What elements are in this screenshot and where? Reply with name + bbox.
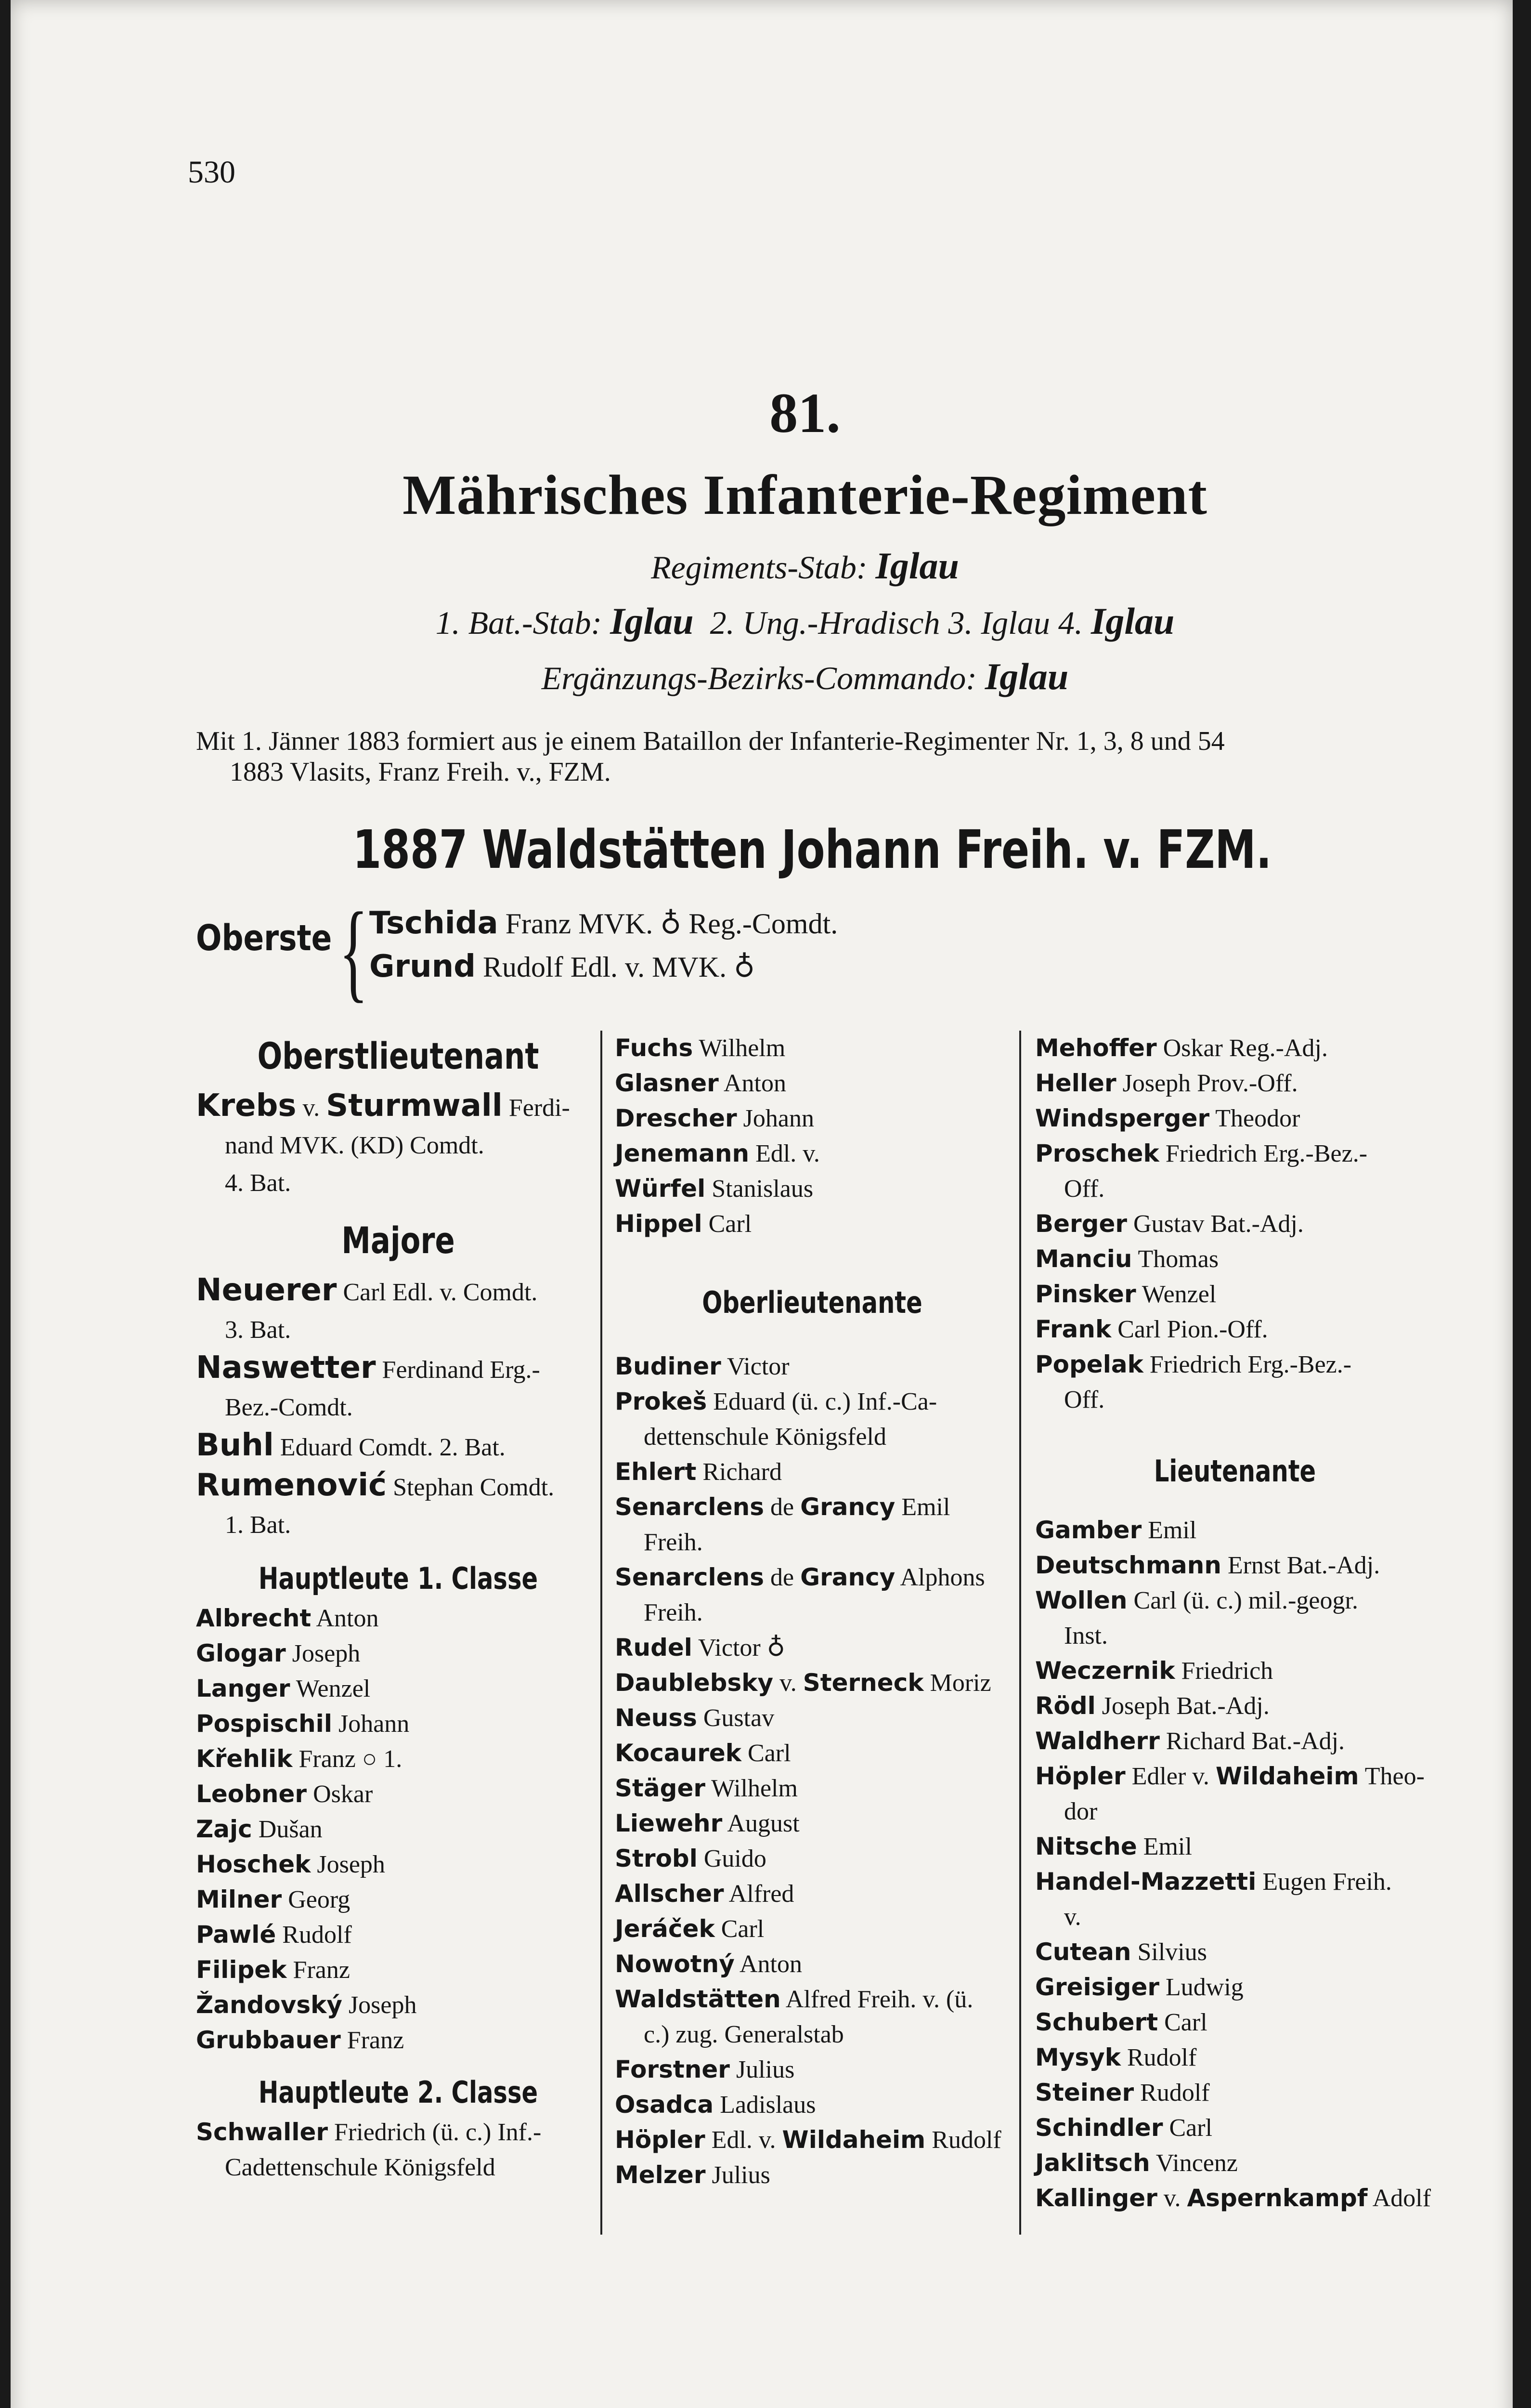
officer-details: Wenzel: [296, 1675, 371, 1702]
officer-details: Joseph Prov.-Off.: [1122, 1070, 1298, 1097]
officer-list: [1035, 1935, 1435, 2181]
officer-surname: Manciu: [1035, 1245, 1132, 1273]
officer-details: Johann: [743, 1105, 814, 1132]
officer-details: Oskar Reg.-Adj.: [1163, 1034, 1328, 1062]
entry-hoepler: Höpler Edler v. Wildaheim Theo- dor: [1035, 1762, 1425, 1825]
list-item: [1035, 1031, 1435, 1066]
officer-surname: Zajc: [196, 1815, 252, 1843]
officer-details: Ernst Bat.-Adj.: [1227, 1552, 1380, 1579]
officer-surname: Steiner: [1035, 2079, 1134, 2107]
officer-details: Gustav Bat.-Adj.: [1133, 1210, 1304, 1238]
officer-details: Joseph: [292, 1640, 361, 1667]
list-item: [1035, 2110, 1435, 2146]
list-item: [1035, 1548, 1435, 1583]
officer-surname: Mehoffer: [1035, 1034, 1157, 1062]
officer-list: [615, 2052, 1010, 2122]
list-item: [1035, 1970, 1435, 2005]
officer-details: Carl: [748, 1740, 791, 1767]
entry-proschek: Proschek Friedrich Erg.-Bez.- Off.: [1035, 1139, 1368, 1203]
list-item: [196, 1812, 600, 1847]
list-item: [615, 1066, 1010, 1101]
column-3: [1035, 1031, 1435, 2216]
officer-details: Carl: [1169, 2114, 1213, 2142]
page-number: 530: [188, 155, 235, 190]
officer-list: [615, 1031, 1010, 1242]
list-item: [196, 1917, 600, 1952]
officer-details: Gustav: [703, 1704, 775, 1732]
list-item: [615, 1736, 1010, 1771]
officer-details: Wilhelm: [699, 1034, 786, 1062]
list-item: [1035, 1935, 1435, 1970]
officer-details: August: [727, 1810, 800, 1837]
officer-details: Guido: [703, 1845, 766, 1872]
officer-details: Anton: [739, 1950, 802, 1978]
officer-surname: Hippel: [615, 1210, 702, 1238]
officer-details: Vincenz: [1155, 2149, 1238, 2177]
officer-surname: Albrecht: [196, 1604, 311, 1632]
officer-surname: Pospischil: [196, 1710, 332, 1738]
heading-oberstlieutenant: Oberstlieutenant: [257, 1034, 539, 1077]
entry-rumenovic: Rumenović Stephan Comdt. 1. Bat.: [196, 1467, 555, 1539]
officer-surname: Glasner: [615, 1069, 719, 1097]
officer-details: Franz ○ 1.: [298, 1745, 402, 1773]
list-item: [615, 1206, 1010, 1242]
officer-list: [615, 1701, 1010, 1982]
heading-oberlieutenante: Oberlieutenante: [702, 1285, 922, 1320]
officer-surname: Schubert: [1035, 2008, 1158, 2036]
officer-list: [1035, 1653, 1435, 1759]
oberst-entry: Grund Rudolf Edl. v. MVK. ♁: [369, 949, 755, 984]
list-item: [615, 1947, 1010, 1982]
list-item: [196, 1706, 600, 1741]
officer-surname: Strobl: [615, 1845, 698, 1872]
list-item: [1035, 2040, 1435, 2075]
entry-nitsche: Nitsche Emil: [1035, 1832, 1192, 1860]
oberst-entry: Tschida Franz MVK. ♁ Reg.-Comdt.: [369, 905, 838, 941]
list-item: [1035, 1206, 1435, 1242]
battalion-stab-line: 1. Bat.-Stab: Iglau 2. Ung.-Hradisch 3. Iglau 4. Iglau: [435, 600, 1175, 642]
officer-surname: Forstner: [615, 2055, 730, 2083]
officer-surname: Deutschmann: [1035, 1551, 1221, 1579]
officer-surname: Kocaurek: [615, 1739, 742, 1767]
officer-details: Carl Pion.-Off.: [1117, 1316, 1268, 1343]
list-item: [1035, 1653, 1435, 1688]
entry-hoepler: Höpler Edl. v. Wildaheim Rudolf: [615, 2126, 1001, 2154]
officer-details: Theodor: [1215, 1105, 1300, 1132]
list-item: [1035, 2146, 1435, 2181]
entry-handel-mazzetti: Handel-Mazzetti Eugen Freih. v.: [1035, 1868, 1392, 1931]
list-item: [196, 1777, 600, 1812]
officer-details: Johann: [338, 1710, 410, 1738]
officer-surname: Greisiger: [1035, 1973, 1160, 2001]
list-item: [1035, 1242, 1435, 1277]
inhaber-history: 1883 Vlasits, Franz Freih. v., FZM.: [230, 757, 611, 787]
list-item: [615, 1876, 1010, 1911]
officer-details: Edl. v.: [755, 1140, 820, 1167]
officer-surname: Drescher: [615, 1104, 737, 1132]
entry-naswetter: Naswetter Ferdinand Erg.- Bez.-Comdt.: [196, 1350, 540, 1421]
entry-popelak: Popelak Friedrich Erg.-Bez.- Off.: [1035, 1350, 1352, 1413]
officer-details: Dušan: [258, 1816, 323, 1843]
regiment-number: 81.: [769, 381, 841, 445]
ergaenzung-line: Ergänzungs-Bezirks-Commando: Iglau: [541, 655, 1069, 697]
officer-details: Friedrich: [1181, 1657, 1273, 1685]
list-item: [1035, 2005, 1435, 2040]
officer-surname: Pawlé: [196, 1921, 276, 1949]
officer-list: [1035, 1513, 1435, 1583]
entry-senarclens: Senarclens de Grancy Alphons Freih.: [615, 1563, 985, 1626]
officer-details: Silvius: [1137, 1938, 1207, 1966]
officer-surname: Gamber: [1035, 1516, 1142, 1544]
officer-surname: Mysyk: [1035, 2043, 1121, 2071]
list-item: [615, 1806, 1010, 1841]
list-item: [196, 1601, 600, 1636]
officer-surname: Křehlik: [196, 1745, 293, 1773]
entry-daublebsky: Daublebsky v. Sterneck Moriz: [615, 1669, 991, 1697]
brace: {: [339, 890, 368, 1012]
officer-details: Carl: [1164, 2009, 1207, 2036]
heading-hauptleute-1: Hauptleute 1. Classe: [258, 1561, 538, 1596]
officer-details: Stanislaus: [712, 1175, 814, 1203]
entry-senarclens: Senarclens de Grancy Emil Freih.: [615, 1493, 950, 1556]
list-item: [1035, 1066, 1435, 1101]
list-item: [196, 1847, 600, 1882]
officer-surname: Heller: [1035, 1069, 1116, 1097]
officer-surname: Glogar: [196, 1639, 286, 1667]
officer-surname: Stäger: [615, 1774, 706, 1802]
officer-surname: Fuchs: [615, 1034, 693, 1062]
list-item: [615, 1171, 1010, 1206]
list-item: [1035, 1101, 1435, 1136]
list-item: [615, 1911, 1010, 1947]
list-item: [615, 2052, 1010, 2087]
list-item: [196, 1952, 600, 1988]
list-item: [1035, 1688, 1435, 1724]
officer-surname: Jaklitsch: [1035, 2149, 1150, 2177]
officer-list: [1035, 1206, 1435, 1347]
list-item: [615, 1771, 1010, 1806]
list-item: [196, 2023, 600, 2058]
officer-surname: Waldherr: [1035, 1727, 1160, 1755]
officer-surname: Žandovský: [196, 1991, 342, 2019]
list-item: [615, 1136, 1010, 1171]
entry-prokes: Prokeš Eduard (ü. c.) Inf.-Ca- dettenschule Königsfeld: [615, 1387, 937, 1451]
officer-details: Rudolf: [1127, 2044, 1197, 2071]
entry-wollen: Wollen Carl (ü. c.) mil.-geogr. Inst.: [1035, 1586, 1358, 1649]
inhaber-line: 1887 Waldstätten Johann Freih. v. FZM.: [352, 819, 1272, 880]
column-2: [615, 1031, 1010, 2193]
officer-details: Joseph: [348, 1991, 417, 2019]
officer-details: Rudolf: [1140, 2079, 1210, 2107]
list-item: [1035, 1277, 1435, 1312]
officer-details: Ladislaus: [720, 2091, 816, 2119]
officer-details: Alfred: [728, 1880, 794, 1908]
officer-surname: Weczernik: [1035, 1657, 1175, 1685]
officer-surname: Allscher: [615, 1880, 724, 1908]
officer-surname: Cutean: [1035, 1938, 1131, 1966]
heading-majore: Majore: [341, 1219, 455, 1262]
officer-details: Franz: [347, 2027, 404, 2054]
list-item: [615, 1101, 1010, 1136]
entry-krebs: Krebs v. Sturmwall Ferdi- nand MVK. (KD) Comdt. 4. Bat.: [196, 1088, 570, 1197]
officer-details: Joseph Bat.-Adj.: [1102, 1692, 1270, 1720]
officer-details: Carl: [708, 1210, 752, 1238]
entry-rudel: Rudel Victor ♁: [615, 1634, 785, 1662]
list-item: [196, 1741, 600, 1777]
entry-kallinger: Kallinger v. Aspernkampf Adolf: [1035, 2184, 1431, 2212]
officer-details: Carl: [721, 1915, 765, 1943]
entry-melzer: Melzer Julius: [615, 2161, 770, 2189]
entry-neuerer: Neuerer Carl Edl. v. Comdt. 3. Bat.: [196, 1272, 538, 1344]
page: [11, 0, 1513, 2408]
officer-surname: Rödl: [1035, 1692, 1096, 1720]
officer-surname: Jeráček: [615, 1915, 715, 1943]
officer-surname: Neuss: [615, 1704, 697, 1732]
officer-surname: Berger: [1035, 1210, 1128, 1238]
officer-details: Wilhelm: [711, 1775, 798, 1802]
officer-surname: Frank: [1035, 1315, 1112, 1343]
list-item: [615, 1031, 1010, 1066]
officer-details: Richard Bat.-Adj.: [1166, 1727, 1345, 1755]
entry-budiner: Budiner Victor: [615, 1352, 790, 1380]
entry-schwaller: Schwaller Friedrich (ü. c.) Inf.- Cadettenschule Königsfeld: [196, 2118, 542, 2181]
list-item: [196, 1636, 600, 1671]
column-rule: [600, 1031, 602, 2235]
page-title: Mährisches Infanterie-Regiment: [402, 463, 1207, 526]
officer-details: Franz: [293, 1956, 350, 1984]
officer-details: Julius: [736, 2056, 795, 2083]
list-item: [196, 1882, 600, 1917]
officer-details: Rudolf: [282, 1921, 352, 1949]
list-item: [196, 1988, 600, 2023]
entry-waldstaetten: Waldstätten Alfred Freih. v. (ü. c.) zug. Generalstab: [615, 1985, 973, 2048]
officer-surname: Osadca: [615, 2091, 714, 2119]
list-item: [615, 1841, 1010, 1876]
regiments-stab-line: Regiments-Stab: Iglau: [651, 545, 959, 587]
list-item: [196, 1671, 600, 1706]
officer-details: Oskar: [313, 1780, 373, 1808]
officer-surname: Pinsker: [1035, 1280, 1136, 1308]
list-item: [1035, 2075, 1435, 2110]
officer-details: Ludwig: [1166, 1974, 1244, 2001]
officer-surname: Langer: [196, 1675, 290, 1702]
column-rule: [1019, 1031, 1021, 2235]
officer-surname: Milner: [196, 1885, 282, 1913]
officer-surname: Grubbauer: [196, 2026, 341, 2054]
officer-details: Wenzel: [1142, 1281, 1217, 1308]
officer-surname: Leobner: [196, 1780, 307, 1808]
heading-hauptleute-2: Hauptleute 2. Classe: [258, 2075, 538, 2110]
column-1: [196, 1031, 600, 2185]
list-item: [615, 1701, 1010, 1736]
officer-surname: Hoschek: [196, 1850, 311, 1878]
officer-surname: Schindler: [1035, 2114, 1163, 2142]
oberste-label: Oberste: [196, 917, 332, 959]
officer-surname: Liewehr: [615, 1809, 723, 1837]
officer-details: Georg: [288, 1886, 350, 1913]
entry-buhl: Buhl Eduard Comdt. 2. Bat.: [196, 1427, 506, 1463]
entry-ehlert: Ehlert Richard: [615, 1458, 782, 1486]
officer-surname: Windsperger: [1035, 1104, 1210, 1132]
officer-list: [1035, 1031, 1435, 1136]
list-item: [1035, 1312, 1435, 1347]
officer-details: Thomas: [1138, 1245, 1219, 1273]
officer-surname: Würfel: [615, 1175, 706, 1203]
officer-surname: Filipek: [196, 1956, 287, 1984]
officer-surname: Jenemann: [615, 1139, 750, 1167]
list-item: [615, 2087, 1010, 2122]
list-item: [1035, 1513, 1435, 1548]
officer-details: Anton: [724, 1070, 786, 1097]
heading-lieutenante: Lieutenante: [1154, 1453, 1316, 1489]
formation-note: Mit 1. Jänner 1883 formiert aus je einem Bataillon der Infanterie-Regimenter Nr. 1, 3, 8 und 54: [196, 726, 1225, 756]
officer-details: Joseph: [317, 1851, 385, 1878]
officer-details: Emil: [1148, 1517, 1197, 1544]
hauptleute-1-list: [196, 1601, 600, 2058]
list-item: [1035, 1724, 1435, 1759]
officer-surname: Nowotný: [615, 1950, 735, 1978]
officer-details: Anton: [316, 1605, 379, 1632]
